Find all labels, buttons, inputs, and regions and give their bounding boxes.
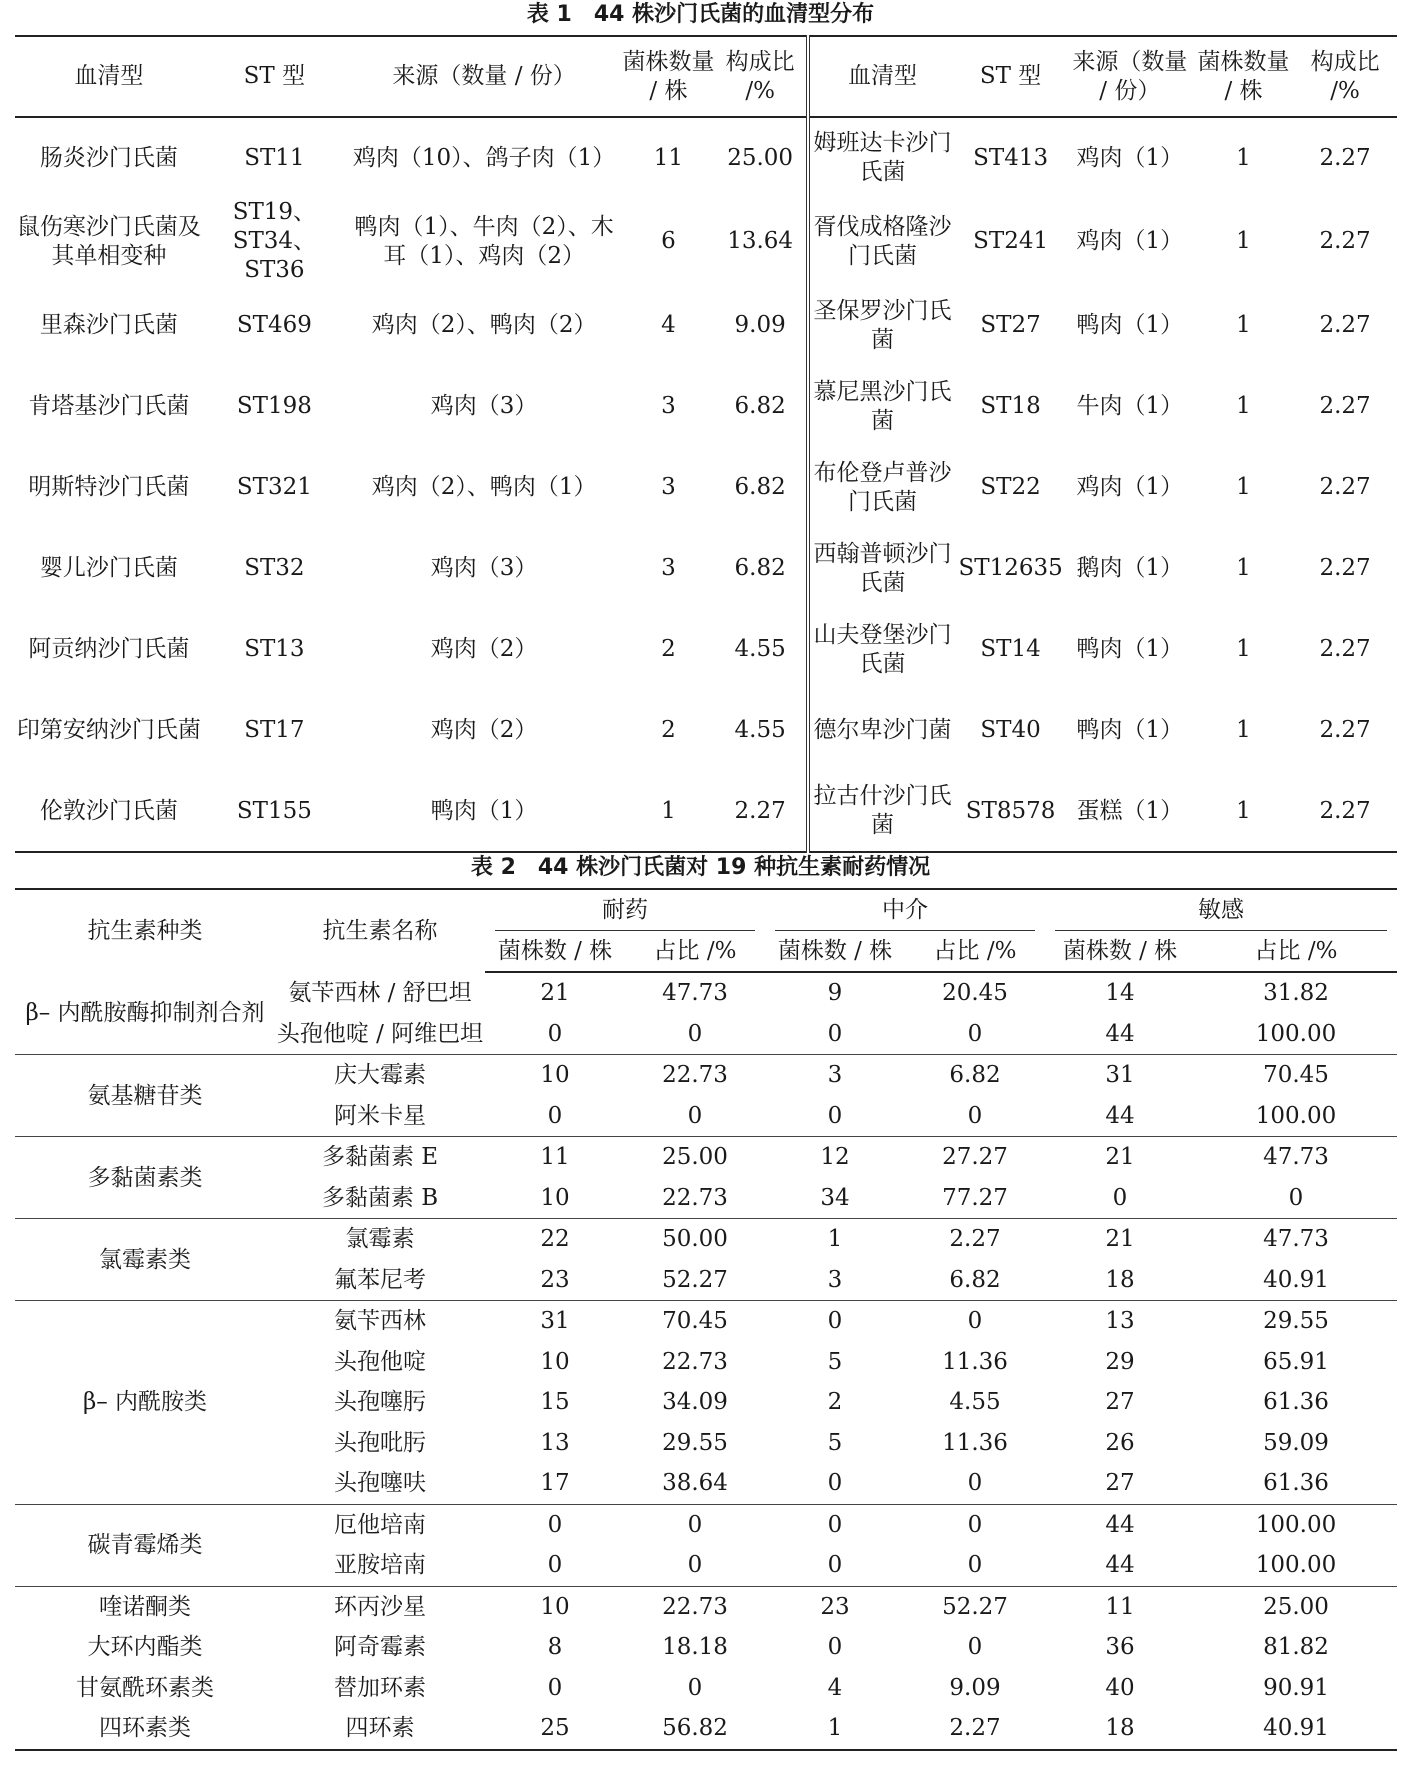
- st-type-cell: ST17: [244, 717, 305, 743]
- st-type-cell: ST11: [244, 144, 305, 171]
- st-type-cell: ST27: [980, 312, 1041, 338]
- ratio-cell: 4.55: [715, 690, 808, 771]
- table-row: [15, 198, 1397, 285]
- intermediate-count-cell: 23: [820, 1593, 850, 1620]
- strain-count-cell: 1: [1236, 555, 1251, 581]
- intermediate-count-cell: 1: [765, 1708, 905, 1750]
- table-row: [15, 1504, 1397, 1545]
- resistant-count-cell: 0: [485, 1545, 625, 1586]
- table-row: [15, 285, 1397, 366]
- serotype-cell: 胥伐成格隆沙门氏菌: [813, 213, 952, 269]
- serotype-cell: 里森沙门氏菌: [39, 312, 178, 338]
- intermediate-count-cell: 12: [820, 1144, 850, 1171]
- table-row: [15, 1708, 1397, 1750]
- resistant-count-cell: 0: [547, 1511, 563, 1538]
- sensitive-ratio-cell: 100.00: [1255, 1511, 1337, 1538]
- intermediate-count-cell: 0: [827, 1308, 843, 1335]
- resistant-count-cell: 10: [540, 1348, 570, 1375]
- sensitive-ratio-cell: 65.91: [1263, 1348, 1329, 1375]
- source-cell: 鸡肉（2）: [430, 717, 538, 743]
- table-row: [15, 1219, 1397, 1260]
- resistant-ratio-cell: 50.00: [662, 1226, 728, 1253]
- antibiotic-name-cell: 氨苄西林 / 舒巴坦: [288, 979, 472, 1006]
- serotype-cell: 明斯特沙门氏菌: [28, 474, 190, 500]
- resistant-count-cell: 31: [540, 1308, 570, 1335]
- header-source: 来源（数量 / 份）: [346, 36, 622, 117]
- resistant-ratio-cell: 22.73: [662, 1348, 728, 1375]
- sensitive-count-cell: 18: [1045, 1260, 1195, 1301]
- serotype-cell: 婴儿沙门氏菌: [39, 555, 178, 581]
- resistant-ratio-cell: 70.45: [662, 1308, 728, 1335]
- antibiotic-name-cell: 氯霉素: [345, 1226, 415, 1253]
- serotype-cell: 西翰普顿沙门氏菌: [813, 540, 952, 596]
- strain-count-cell: 3: [661, 393, 676, 419]
- sensitive-ratio-cell: 40.91: [1195, 1708, 1397, 1750]
- resistant-count-cell: 10: [540, 1062, 570, 1089]
- st-type-cell: ST19、ST34、ST36: [232, 199, 317, 283]
- antibiotic-group: [15, 1137, 1397, 1219]
- st-type-cell: ST413: [973, 144, 1049, 171]
- strain-count-cell: 1: [1236, 312, 1251, 338]
- antibiotic-name-cell: 庆大霉素: [334, 1062, 426, 1089]
- serotype-cell: 姆班达卡沙门氏菌: [813, 130, 952, 185]
- intermediate-ratio-cell: 0: [905, 1014, 1045, 1055]
- serotype-cell: 慕尼黑沙门氏菌: [813, 378, 952, 434]
- strain-count-cell: 1: [1236, 717, 1251, 743]
- serotype-cell: 布伦登卢普沙门氏菌: [813, 459, 952, 515]
- intermediate-ratio-cell: 77.27: [905, 1178, 1045, 1219]
- strain-count-cell: 11: [653, 144, 684, 171]
- intermediate-ratio-cell: 0: [905, 1545, 1045, 1586]
- strain-count-cell: 1: [1194, 771, 1293, 852]
- sensitive-count-cell: 0: [1045, 1178, 1195, 1219]
- intermediate-ratio-cell: 20.45: [942, 980, 1008, 1007]
- table-row: [15, 1055, 1397, 1096]
- category-cell: β– 内酰胺酶抑制剂合剂: [15, 972, 275, 1055]
- intermediate-count-cell: 3: [827, 1062, 843, 1089]
- st-type-cell: ST241: [973, 228, 1049, 254]
- intermediate-ratio-cell: 0: [905, 1096, 1045, 1137]
- source-cell: 鸡肉（1）: [1076, 228, 1184, 254]
- st-type-cell: ST40: [980, 717, 1041, 743]
- category-cell: 多黏菌素类: [15, 1137, 275, 1219]
- ratio-cell: 6.82: [715, 447, 808, 528]
- sensitive-ratio-cell: 70.45: [1263, 1062, 1329, 1089]
- resistant-count-cell: 10: [540, 1593, 570, 1620]
- intermediate-count-cell: 4: [827, 1674, 843, 1701]
- antibiotic-name-cell: 四环素: [275, 1708, 485, 1750]
- serotype-cell: 德尔卑沙门菌: [813, 717, 952, 743]
- resistant-ratio-cell: 34.09: [662, 1389, 728, 1416]
- resistant-count-cell: 0: [485, 1014, 625, 1055]
- resistant-count-cell: 11: [540, 1144, 570, 1171]
- strain-count-cell: 3: [661, 555, 676, 581]
- antibiotic-name-cell: 亚胺培南: [275, 1545, 485, 1586]
- ratio-cell: 2.27: [1293, 771, 1397, 852]
- strain-count-cell: 1: [1236, 474, 1251, 500]
- sensitive-ratio-cell: 47.73: [1263, 1226, 1329, 1253]
- antibiotic-group: [15, 1301, 1397, 1505]
- table-row: [15, 1586, 1397, 1627]
- table-row: [15, 1301, 1397, 1342]
- header-intermediate: 中介: [765, 889, 1045, 931]
- resistant-ratio-cell: 25.00: [662, 1144, 728, 1171]
- table-row: [15, 1137, 1397, 1178]
- antibiotic-name-cell: 头孢噻肟: [334, 1389, 426, 1416]
- resistant-count-cell: 21: [540, 980, 570, 1007]
- sensitive-count-cell: 44: [1045, 1014, 1195, 1055]
- antibiotic-name-cell: 阿奇霉素: [334, 1634, 426, 1661]
- serotype-cell: 拉古什沙门氏菌: [808, 771, 956, 852]
- source-cell: 鸭肉（1）: [1076, 312, 1184, 338]
- resistant-count-cell: 10: [485, 1178, 625, 1219]
- ratio-cell: 25.00: [715, 117, 808, 198]
- serotype-cell: 山夫登堡沙门氏菌: [813, 621, 952, 677]
- sensitive-ratio-cell: 59.09: [1263, 1429, 1329, 1456]
- resistance-table: [15, 888, 1397, 1751]
- strain-count-cell: 1: [622, 771, 715, 852]
- resistant-ratio-cell: 18.18: [662, 1634, 728, 1661]
- st-type-cell: ST321: [236, 474, 312, 500]
- sensitive-count-cell: 31: [1105, 1062, 1135, 1089]
- category-cell: 氯霉素类: [15, 1219, 275, 1301]
- strain-count-cell: 1: [1236, 393, 1251, 419]
- strain-count-cell: 3: [661, 474, 676, 500]
- table-row: [15, 972, 1397, 1014]
- source-cell: 鸭肉（1）: [1076, 717, 1184, 743]
- resistant-ratio-cell: 0: [625, 1096, 765, 1137]
- strain-count-cell: 2: [661, 717, 676, 743]
- table1-caption: 表 1 44 株沙门氏菌的血清型分布: [526, 2, 875, 27]
- ratio-cell: 2.27: [1319, 636, 1371, 662]
- sensitive-count-cell: 44: [1045, 1096, 1195, 1137]
- antibiotic-name-cell: 氨苄西林: [334, 1308, 426, 1335]
- sensitive-count-cell: 27: [1045, 1463, 1195, 1504]
- category-cell: 甘氨酰环素类: [76, 1674, 214, 1701]
- ratio-cell: 6.82: [715, 528, 808, 609]
- serotype-cell: 鼠伤寒沙门氏菌及其单相变种: [16, 213, 201, 269]
- sensitive-count-cell: 29: [1105, 1348, 1135, 1375]
- strain-count-cell: 2: [661, 636, 676, 662]
- intermediate-ratio-cell: 2.27: [949, 1226, 1001, 1253]
- source-cell: 鹅肉（1）: [1076, 555, 1184, 581]
- resistant-count-cell: 0: [485, 1096, 625, 1137]
- ratio-cell: 4.55: [715, 609, 808, 690]
- antibiotic-name-cell: 氟苯尼考: [275, 1260, 485, 1301]
- resistant-ratio-cell: 22.73: [625, 1178, 765, 1219]
- source-cell: 鸡肉（10）、鸽子肉（1）: [352, 144, 616, 171]
- category-cell: 氨基糖苷类: [15, 1055, 275, 1137]
- header-ratio-right: 构成比 /%: [1293, 36, 1397, 117]
- sensitive-ratio-cell: 0: [1195, 1178, 1397, 1219]
- ratio-cell: 2.27: [1319, 312, 1371, 338]
- resistant-ratio-cell: 29.55: [662, 1429, 728, 1456]
- sensitive-ratio-cell: 40.91: [1195, 1260, 1397, 1301]
- serotype-cell: 印第安纳沙门氏菌: [16, 717, 201, 743]
- source-cell: 鸡肉（3）: [430, 393, 538, 419]
- category-cell: 四环素类: [15, 1708, 275, 1750]
- header-sensitive: 敏感: [1045, 889, 1397, 931]
- antibiotic-name-cell: 替加环素: [334, 1674, 426, 1701]
- resistant-ratio-cell: 38.64: [625, 1463, 765, 1504]
- serotype-cell: 伦敦沙门氏菌: [15, 771, 203, 852]
- intermediate-count-cell: 5: [827, 1429, 843, 1456]
- antibiotic-name-cell: 环丙沙星: [334, 1593, 426, 1620]
- sensitive-ratio-cell: 100.00: [1195, 1545, 1397, 1586]
- ratio-cell: 13.64: [715, 198, 808, 285]
- table-row: [15, 528, 1397, 609]
- intermediate-count-cell: 1: [827, 1226, 843, 1253]
- intermediate-ratio-cell: 0: [967, 1511, 983, 1538]
- antibiotic-group: [15, 1055, 1397, 1137]
- intermediate-ratio-cell: 0: [967, 1308, 983, 1335]
- resistant-count-cell: 25: [485, 1708, 625, 1750]
- resistant-count-cell: 8: [547, 1634, 563, 1661]
- sensitive-ratio-cell: 47.73: [1263, 1144, 1329, 1171]
- intermediate-ratio-cell: 9.09: [949, 1674, 1001, 1701]
- st-type-cell: ST155: [203, 771, 346, 852]
- header-resistant: 耐药: [485, 889, 765, 931]
- source-cell: 牛肉（1）: [1076, 393, 1184, 419]
- intermediate-ratio-cell: 2.27: [905, 1708, 1045, 1750]
- strain-count-cell: 1: [1236, 228, 1251, 254]
- source-cell: 鸡肉（2）、鸭肉（1）: [371, 474, 597, 500]
- sensitive-count-cell: 27: [1105, 1389, 1135, 1416]
- table-row: [15, 771, 1397, 852]
- sensitive-ratio-cell: 31.82: [1263, 980, 1329, 1007]
- source-cell: 鸡肉（3）: [430, 555, 538, 581]
- sensitive-ratio-cell: 29.55: [1263, 1308, 1329, 1335]
- category-cell: β– 内酰胺类: [15, 1301, 275, 1505]
- intermediate-count-cell: 9: [827, 980, 843, 1007]
- header-st-type-right: ST 型: [955, 36, 1065, 117]
- source-cell: 鸭肉（1）: [346, 771, 622, 852]
- resistant-count-cell: 13: [540, 1429, 570, 1456]
- ratio-cell: 2.27: [1319, 717, 1371, 743]
- st-type-cell: ST22: [980, 474, 1041, 500]
- table-row: [15, 609, 1397, 690]
- ratio-cell: 2.27: [1319, 474, 1371, 500]
- sensitive-ratio-cell: 61.36: [1195, 1463, 1397, 1504]
- ratio-cell: 2.27: [1319, 228, 1371, 254]
- source-cell: 鸡肉（2）: [430, 636, 538, 662]
- antibiotic-group-singles: [15, 1586, 1397, 1750]
- intermediate-count-cell: 0: [765, 1545, 905, 1586]
- header-source-right: 来源（数量 / 份）: [1066, 36, 1194, 117]
- serotype-table: [15, 35, 1397, 853]
- resistant-ratio-cell: 52.27: [625, 1260, 765, 1301]
- serotype-cell: 肠炎沙门氏菌: [39, 144, 178, 171]
- intermediate-count-cell: 0: [765, 1014, 905, 1055]
- table-row: [15, 1668, 1397, 1709]
- st-type-cell: ST469: [236, 312, 312, 338]
- intermediate-ratio-cell: 0: [905, 1463, 1045, 1504]
- antibiotic-group: [15, 1504, 1397, 1586]
- sensitive-ratio-cell: 25.00: [1263, 1593, 1329, 1620]
- strain-count-cell: 1: [1236, 144, 1251, 171]
- intermediate-ratio-cell: 11.36: [942, 1429, 1008, 1456]
- resistant-ratio-cell: 0: [687, 1511, 703, 1538]
- ratio-cell: 2.27: [1319, 393, 1371, 419]
- sensitive-ratio-cell: 61.36: [1263, 1389, 1329, 1416]
- table-row: [15, 447, 1397, 528]
- intermediate-count-cell: 0: [827, 1634, 843, 1661]
- strain-count-cell: 6: [661, 228, 676, 254]
- header-ratio: 构成比 /%: [715, 36, 808, 117]
- sensitive-count-cell: 14: [1105, 980, 1135, 1007]
- subheader-sensitive-ratio: 占比 /%: [1195, 931, 1397, 973]
- category-cell: 碳青霉烯类: [15, 1504, 275, 1586]
- subheader-resistant-ratio: 占比 /%: [625, 931, 765, 973]
- strain-count-cell: 4: [661, 312, 676, 338]
- intermediate-ratio-cell: 27.27: [942, 1144, 1008, 1171]
- resistant-ratio-cell: 56.82: [625, 1708, 765, 1750]
- intermediate-ratio-cell: 52.27: [942, 1593, 1008, 1620]
- resistant-ratio-cell: 47.73: [662, 980, 728, 1007]
- source-cell: 鸡肉（2）、鸭肉（2）: [371, 312, 597, 338]
- antibiotic-name-cell: 多黏菌素 B: [275, 1178, 485, 1219]
- resistant-count-cell: 17: [485, 1463, 625, 1504]
- antibiotic-group: [15, 972, 1397, 1055]
- sensitive-count-cell: 44: [1105, 1511, 1135, 1538]
- sensitive-ratio-cell: 90.91: [1263, 1674, 1329, 1701]
- intermediate-ratio-cell: 4.55: [949, 1389, 1001, 1416]
- st-type-cell: ST198: [236, 393, 312, 419]
- table-row: [15, 366, 1397, 447]
- sensitive-count-cell: 44: [1045, 1545, 1195, 1586]
- strain-count-cell: 1: [1236, 636, 1251, 662]
- antibiotic-name-cell: 头孢吡肟: [334, 1429, 426, 1456]
- sensitive-count-cell: 21: [1105, 1226, 1135, 1253]
- ratio-cell: 6.82: [715, 366, 808, 447]
- st-type-cell: ST14: [980, 636, 1041, 662]
- category-cell: 喹诺酮类: [99, 1593, 191, 1620]
- sensitive-count-cell: 36: [1105, 1634, 1135, 1661]
- table-row: [15, 1627, 1397, 1668]
- category-cell: 大环内酯类: [87, 1634, 203, 1661]
- intermediate-count-cell: 0: [765, 1463, 905, 1504]
- header-serotype-right: 血清型: [808, 36, 956, 117]
- intermediate-ratio-cell: 0: [967, 1634, 983, 1661]
- antibiotic-name-cell: 头孢他啶 / 阿维巴坦: [275, 1014, 485, 1055]
- resistant-ratio-cell: 22.73: [662, 1593, 728, 1620]
- subheader-intermediate-count: 菌株数 / 株: [765, 931, 905, 973]
- sensitive-count-cell: 26: [1105, 1429, 1135, 1456]
- header-antibiotic-name: 抗生素名称: [275, 889, 485, 972]
- sensitive-ratio-cell: 100.00: [1195, 1014, 1397, 1055]
- sensitive-count-cell: 40: [1105, 1674, 1135, 1701]
- antibiotic-name-cell: 多黏菌素 E: [321, 1144, 439, 1171]
- resistant-ratio-cell: 0: [687, 1674, 703, 1701]
- serotype-cell: 圣保罗沙门氏菌: [813, 297, 952, 353]
- intermediate-count-cell: 0: [827, 1511, 843, 1538]
- table-row: [15, 690, 1397, 771]
- subheader-resistant-count: 菌株数 / 株: [485, 931, 625, 973]
- source-cell: 蛋糕（1）: [1066, 771, 1194, 852]
- sensitive-ratio-cell: 81.82: [1263, 1634, 1329, 1661]
- st-type-cell: ST13: [244, 636, 305, 662]
- intermediate-ratio-cell: 6.82: [949, 1062, 1001, 1089]
- source-cell: 鸡肉（1）: [1076, 144, 1184, 171]
- antibiotic-name-cell: 厄他培南: [334, 1511, 426, 1538]
- ratio-cell: 9.09: [715, 285, 808, 366]
- table2-caption: 表 2 44 株沙门氏菌对 19 种抗生素耐药情况: [470, 855, 931, 880]
- intermediate-ratio-cell: 11.36: [942, 1348, 1008, 1375]
- source-cell: 鸭肉（1）、牛肉（2）、木耳（1）、鸡肉（2）: [354, 213, 614, 269]
- header-st-type: ST 型: [203, 36, 346, 117]
- st-type-cell: ST12635: [958, 555, 1063, 581]
- st-type-cell: ST32: [244, 555, 305, 581]
- intermediate-count-cell: 3: [765, 1260, 905, 1301]
- sensitive-count-cell: 21: [1105, 1144, 1135, 1171]
- header-strain-count: 菌株数量 / 株: [622, 36, 715, 117]
- antibiotic-name-cell: 头孢噻呋: [275, 1463, 485, 1504]
- antibiotic-name-cell: 阿米卡星: [275, 1096, 485, 1137]
- sensitive-count-cell: 11: [1105, 1593, 1135, 1620]
- subheader-sensitive-count: 菌株数 / 株: [1045, 931, 1195, 973]
- resistant-ratio-cell: 22.73: [662, 1062, 728, 1089]
- sensitive-count-cell: 18: [1045, 1708, 1195, 1750]
- ratio-cell: 2.27: [715, 771, 808, 852]
- header-strain-count-right: 菌株数量 / 株: [1194, 36, 1293, 117]
- header-serotype: 血清型: [15, 36, 203, 117]
- resistant-ratio-cell: 0: [625, 1014, 765, 1055]
- subheader-intermediate-ratio: 占比 /%: [905, 931, 1045, 973]
- antibiotic-group: [15, 1219, 1397, 1301]
- table1-header-row: [15, 36, 1397, 117]
- resistant-count-cell: 0: [547, 1674, 563, 1701]
- st-type-cell: ST8578: [955, 771, 1065, 852]
- sensitive-count-cell: 13: [1105, 1308, 1135, 1335]
- intermediate-count-cell: 5: [827, 1348, 843, 1375]
- table2-header-row: [15, 889, 1397, 931]
- antibiotic-name-cell: 头孢他啶: [334, 1348, 426, 1375]
- intermediate-count-cell: 34: [765, 1178, 905, 1219]
- serotype-cell: 肯塔基沙门氏菌: [28, 393, 190, 419]
- header-antibiotic-category: 抗生素种类: [15, 889, 275, 972]
- intermediate-ratio-cell: 6.82: [905, 1260, 1045, 1301]
- intermediate-count-cell: 0: [765, 1096, 905, 1137]
- sensitive-ratio-cell: 100.00: [1195, 1096, 1397, 1137]
- resistant-count-cell: 15: [540, 1389, 570, 1416]
- resistant-ratio-cell: 0: [625, 1545, 765, 1586]
- st-type-cell: ST18: [980, 393, 1041, 419]
- intermediate-count-cell: 2: [827, 1389, 843, 1416]
- source-cell: 鸭肉（1）: [1076, 636, 1184, 662]
- resistant-count-cell: 23: [485, 1260, 625, 1301]
- ratio-cell: 2.27: [1319, 555, 1371, 581]
- source-cell: 鸡肉（1）: [1076, 474, 1184, 500]
- ratio-cell: 2.27: [1319, 144, 1371, 171]
- table-row: [15, 117, 1397, 198]
- resistant-count-cell: 22: [540, 1226, 570, 1253]
- serotype-cell: 阿贡纳沙门氏菌: [28, 636, 190, 662]
